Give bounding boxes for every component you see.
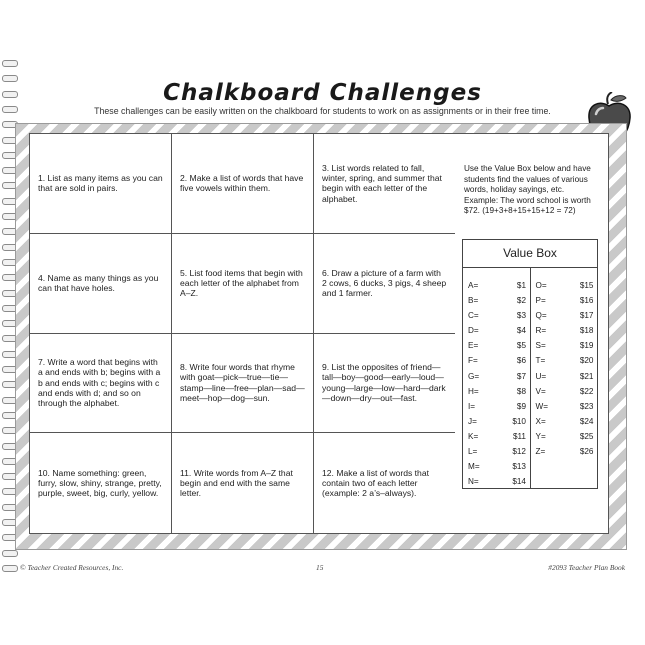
value-box-intro (464, 164, 600, 217)
value-box-value: $3 (516, 311, 526, 321)
challenge-text: 9. List the opposites of friend—tall—boy—good—early—loud—young—large—low—hard—dark—down—dry—out—fast. (322, 362, 446, 404)
value-box-value: $7 (516, 371, 526, 381)
spiral-ring (2, 60, 18, 67)
value-box-value: $4 (516, 326, 526, 336)
value-box-row (463, 278, 530, 293)
page-subtitle: These challenges can be easily written on the chalkboard for students to work on as assignments or in their free time. (94, 106, 551, 116)
value-box-value: $26 (579, 447, 594, 457)
value-box-letter: C= (468, 311, 479, 321)
value-box-letter: J= (468, 416, 477, 426)
footer-page-number: 15 (316, 563, 324, 572)
value-box-value: $21 (579, 371, 594, 381)
value-box-row (463, 414, 530, 429)
spiral-ring (2, 565, 18, 572)
challenge-cell (30, 234, 172, 334)
value-box-value: $22 (579, 386, 594, 396)
value-box-value: $20 (579, 356, 594, 366)
value-box-value: $16 (579, 296, 594, 306)
value-box-value: $13 (512, 462, 526, 472)
challenge-cell (314, 433, 456, 533)
page-title: Chalkboard Challenges (163, 80, 482, 106)
value-box-left-column (463, 268, 531, 488)
value-box-row (531, 338, 598, 353)
value-box-letter: G= (468, 371, 480, 381)
value-box-right-column (531, 268, 598, 488)
challenge-cell (172, 134, 314, 234)
challenge-text: 12. Make a list of words that contain two of each letter (example: 2 a’s–always). (322, 467, 429, 499)
value-box-value: $9 (516, 401, 526, 411)
footer-book-id: #2093 Teacher Plan Book (548, 563, 625, 572)
challenge-text: 1. List as many items as you can that are sold in pairs. (38, 172, 163, 194)
challenge-cell (30, 334, 172, 434)
value-box-value: $1 (516, 281, 526, 290)
value-box-letter: W= (535, 401, 549, 411)
value-box-row (531, 399, 598, 414)
challenge-cell (30, 134, 172, 234)
value-box-letter: E= (468, 341, 479, 351)
challenge-cell (30, 433, 172, 533)
value-box-panel (455, 133, 609, 534)
challenges-grid (29, 133, 457, 534)
value-box-row (463, 353, 530, 368)
challenge-cell (172, 234, 314, 334)
value-box-letter: V= (535, 386, 546, 396)
value-box-value: $11 (512, 431, 526, 441)
value-box-value: $23 (579, 401, 594, 411)
challenge-text: 2. Make a list of words that have five vowels within them. (180, 172, 304, 194)
value-box-letter: N= (468, 477, 479, 487)
value-box-row (463, 323, 530, 338)
value-box-row (531, 444, 598, 459)
value-box-row (463, 369, 530, 384)
value-box-letter: K= (468, 431, 479, 441)
value-box-row (463, 338, 530, 353)
value-box-letter: I= (468, 401, 476, 411)
challenge-text: 6. Draw a picture of a farm with 2 cows, 6 ducks, 3 pigs, 4 sheep and 1 farmer. (322, 267, 447, 299)
challenge-text: 5. List food items that begin with each letter of the alphabet from A–Z. (180, 267, 303, 299)
value-box-letter: S= (535, 341, 546, 351)
value-box-letter: A= (468, 281, 479, 290)
challenge-cell (314, 234, 456, 334)
spiral-ring (2, 550, 18, 557)
challenge-text: 7. Write a word that begins with a and ends with b; begins with a b and ends with c; begins with c and ends with d; and so on through the alphabet. (38, 356, 161, 409)
value-box-letter: O= (535, 281, 547, 290)
value-box-letter: Y= (535, 431, 546, 441)
challenge-text: 3. List words related to fall, winter, spring, and summer that begin with each letter of the alphabet. (322, 162, 442, 204)
value-box-title: Value Box (463, 240, 597, 268)
value-box-row (531, 384, 598, 399)
value-box-letter: R= (535, 326, 547, 336)
value-box-value: $12 (512, 447, 526, 457)
value-box-intro-text: Use the Value Box below and have students find the values of various words, holiday sayings, etc. Example: The word school is worth $72. (19+3+8+15+15+12 = 72) (464, 164, 591, 216)
value-box (462, 239, 598, 489)
value-box-row (463, 429, 530, 444)
footer-copyright: © Teacher Created Resources, Inc. (20, 563, 124, 572)
value-box-letter: X= (535, 416, 546, 426)
challenge-cell (172, 433, 314, 533)
value-box-row (531, 414, 598, 429)
value-box-letter: B= (468, 296, 479, 306)
value-box-row (531, 293, 598, 308)
value-box-row (531, 278, 598, 293)
value-box-row (463, 459, 530, 474)
value-box-value: $24 (579, 416, 594, 426)
value-box-letter: Z= (535, 447, 546, 457)
value-box-letter: T= (535, 356, 546, 366)
value-box-letter: P= (535, 296, 546, 306)
challenge-text: 11. Write words from A–Z that begin and end with the same letter. (180, 467, 293, 499)
value-box-letter: M= (468, 462, 480, 472)
value-box-row (463, 474, 530, 489)
value-box-row (463, 444, 530, 459)
value-box-row (531, 308, 598, 323)
challenge-cell (314, 134, 456, 234)
value-box-row (463, 384, 530, 399)
value-box-value: $6 (516, 356, 526, 366)
challenge-cell (172, 334, 314, 434)
value-box-letter: U= (535, 371, 547, 381)
challenge-text: 8. Write four words that rhyme with goat—pick—true—tie—stamp—line—free—plan—sad—meet—hop—dog—sun. (180, 362, 305, 404)
value-box-value: $19 (579, 341, 594, 351)
value-box-row (531, 323, 598, 338)
value-box-value: $17 (579, 311, 594, 321)
value-box-letter: L= (468, 447, 478, 457)
value-box-letter: D= (468, 326, 479, 336)
value-box-value: $18 (579, 326, 594, 336)
value-box-row (531, 369, 598, 384)
value-box-row (531, 429, 598, 444)
value-box-letter: F= (468, 356, 478, 366)
value-box-value: $10 (512, 416, 526, 426)
value-box-value: $2 (516, 296, 526, 306)
value-box-row (463, 308, 530, 323)
value-box-row (531, 353, 598, 368)
challenge-text: 10. Name something: green, furry, slow, shiny, strange, pretty, purple, sweet, big, curly, yellow. (38, 467, 162, 499)
value-box-value: $8 (516, 386, 526, 396)
value-box-value: $25 (579, 431, 594, 441)
value-box-row (463, 399, 530, 414)
value-box-row (463, 293, 530, 308)
value-box-letter: Q= (535, 311, 547, 321)
challenge-text: 4. Name as many things as you can that have holes. (38, 272, 159, 294)
challenge-cell (314, 334, 456, 434)
value-box-value: $14 (512, 477, 526, 487)
value-box-letter: H= (468, 386, 479, 396)
value-box-value: $15 (579, 281, 594, 290)
value-box-value: $5 (516, 341, 526, 351)
